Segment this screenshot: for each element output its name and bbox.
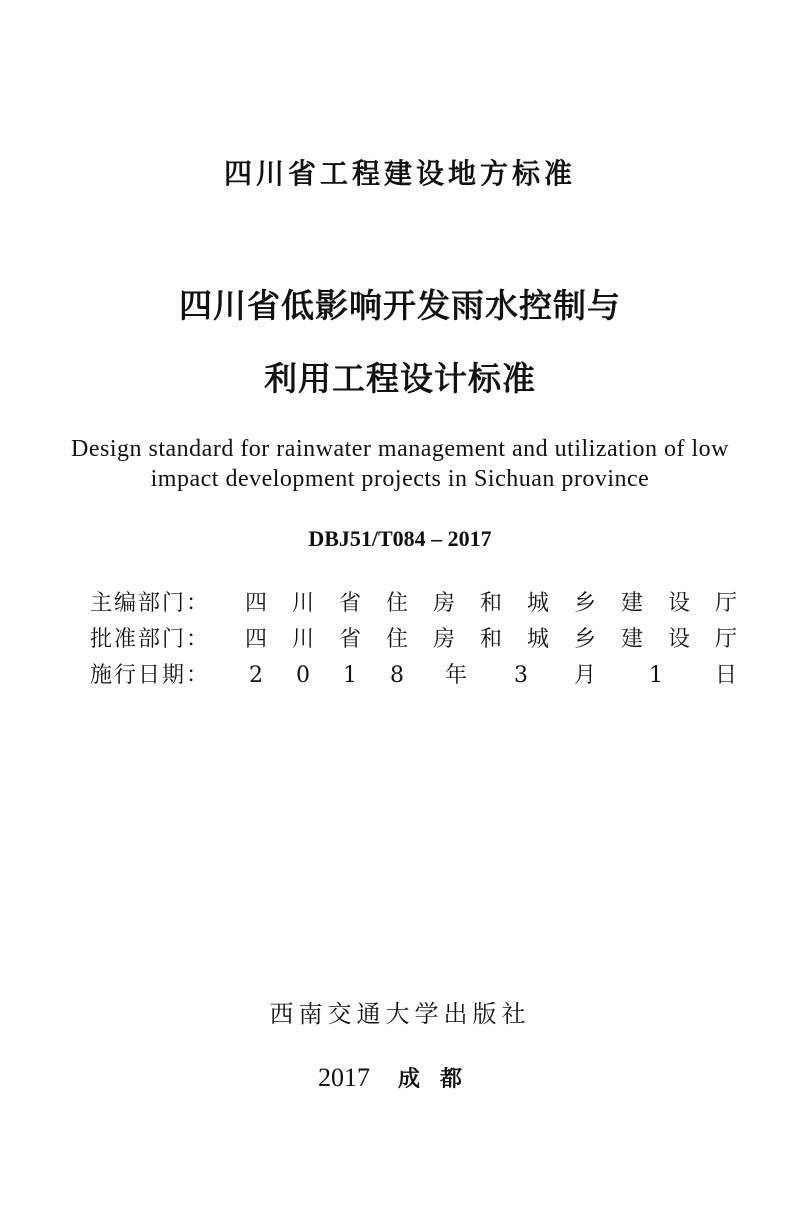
effective-date-char: 2 (249, 663, 263, 688)
chief-editor-char: 房 (432, 591, 455, 616)
chief-editor-char: 厅 (714, 591, 737, 616)
effective-date-char: 日 (714, 663, 737, 688)
effective-date-char: 3 (514, 663, 528, 688)
effective-date-char: 1 (649, 663, 663, 688)
publication-year: 2017 (317, 1063, 370, 1092)
effective-date-char: 年 (444, 663, 467, 688)
approval-char: 厅 (714, 627, 737, 652)
english-title-line-2: impact development projects in Sichuan province (150, 466, 650, 492)
approval-char: 乡 (573, 627, 596, 652)
approval-char: 住 (385, 627, 408, 652)
approval-char: 建 (620, 627, 643, 652)
approval-char: 城 (526, 627, 549, 652)
effective-date-char: 8 (390, 663, 404, 688)
approval-char: 和 (479, 627, 502, 652)
effective-date-label: 施行日期： (90, 663, 211, 688)
chief-editor-char: 建 (620, 591, 643, 616)
chief-editor-char: 和 (479, 591, 502, 616)
chief-editor-label: 主编部门： (90, 591, 211, 616)
publisher-name: 西南交通大学出版社 (269, 1000, 531, 1028)
main-title-line-1: 四川省低影响开发雨水控制与 (179, 286, 621, 325)
chief-editor-char: 乡 (573, 591, 596, 616)
approval-char: 设 (667, 627, 690, 652)
series-title: 四川省工程建设地方标准 (223, 157, 576, 190)
standard-code: DBJ51/T084 – 2017 (308, 526, 492, 551)
english-title-line-1: Design standard for rainwater management and utilization of low (71, 436, 729, 462)
chief-editor-char: 川 (291, 591, 314, 616)
publication-line (0, 1062, 800, 1093)
approval-label: 批准部门： (90, 627, 211, 652)
approval-char: 省 (338, 627, 361, 652)
publication-city: 成都 (397, 1067, 482, 1092)
effective-date-char: 月 (573, 663, 596, 688)
chief-editor-char: 设 (667, 591, 690, 616)
approval-char: 四 (244, 627, 267, 652)
approval-char: 房 (432, 627, 455, 652)
chief-editor-char: 省 (338, 591, 361, 616)
approval-char: 川 (291, 627, 314, 652)
chief-editor-char: 城 (526, 591, 549, 616)
effective-date-char: 1 (343, 663, 357, 688)
chief-editor-char: 四 (244, 591, 267, 616)
chief-editor-char: 住 (385, 591, 408, 616)
main-title-line-2: 利用工程设计标准 (264, 359, 536, 398)
effective-date-char: 0 (296, 663, 310, 688)
